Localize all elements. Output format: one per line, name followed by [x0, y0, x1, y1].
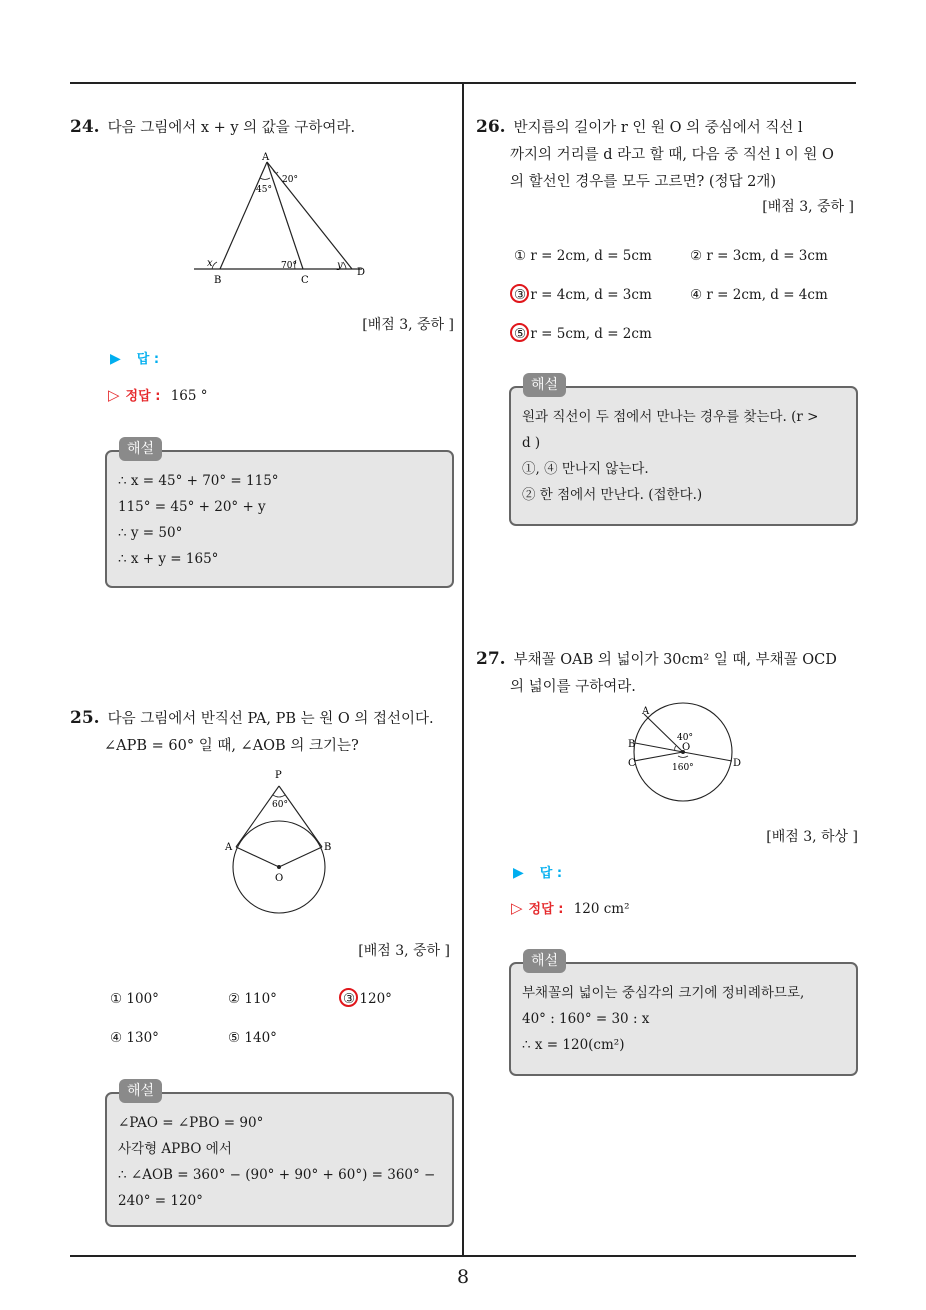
tangent-circle-figure — [220, 765, 340, 917]
question-number: 26. — [476, 117, 506, 137]
explanation-line: 사각형 APBO 에서 — [118, 1141, 232, 1157]
explanation-line: ∴ x = 120(cm²) — [522, 1037, 625, 1053]
explanation-line: ∴ x = 45° + 70° = 115° — [118, 473, 279, 489]
question-text: 까지의 거리를 d 라고 할 때, 다음 중 직선 l 이 원 O — [510, 147, 834, 163]
label-20deg: 20° — [282, 175, 298, 185]
outline-triangle-icon: ▷ — [511, 899, 523, 917]
score-meta: [배점 3, 중하 ] — [762, 199, 854, 215]
answer-row — [110, 348, 159, 367]
choice-label: ③ 120° — [343, 991, 392, 1007]
choice-2[interactable]: ② r = 3cm, d = 3cm — [690, 248, 828, 264]
question-number: 24. — [70, 117, 100, 137]
play-triangle-icon: ▶ — [513, 865, 524, 881]
label-y: y — [337, 260, 343, 271]
correct-label: 정답 : — [528, 902, 564, 917]
explanation-box — [105, 1083, 454, 1227]
explanation-tag: 해설 — [523, 949, 566, 973]
selected-circle-mark — [510, 284, 529, 303]
question-26 — [476, 114, 834, 196]
explanation-line: ∴ ∠AOB = 360° − (90° + 90° + 60°) = 360° − — [118, 1167, 436, 1183]
page-number: 8 — [456, 1266, 470, 1288]
question-text: 의 넓이를 구하여라. — [510, 679, 636, 695]
label-45deg: 45° — [256, 185, 272, 195]
label-D: D — [357, 267, 366, 278]
choice-2[interactable]: ② 110° — [228, 991, 277, 1007]
label-B: B — [628, 739, 636, 750]
column-divider — [462, 82, 464, 1257]
explanation-line: ①, ④ 만나지 않는다. — [522, 461, 649, 477]
explanation-line: d ) — [522, 435, 541, 451]
explanation-box — [509, 377, 858, 526]
correct-answer-row — [511, 898, 630, 917]
choice-1[interactable]: ① r = 2cm, d = 5cm — [514, 248, 652, 264]
question-24 — [70, 114, 355, 142]
question-number: 25. — [70, 708, 100, 728]
label-O: O — [275, 873, 284, 884]
selected-circle-mark — [510, 323, 529, 342]
explanation-line: ∠PAO = ∠PBO = 90° — [118, 1115, 264, 1131]
choice-4[interactable]: ④ 130° — [110, 1030, 159, 1046]
sector-circle-figure — [620, 702, 750, 806]
label-160deg: 160° — [672, 763, 694, 773]
choice-5[interactable] — [514, 326, 652, 342]
label-C: C — [628, 758, 636, 769]
answer-row — [513, 862, 562, 881]
label-A: A — [225, 842, 233, 853]
explanation-line: 부채꼴의 넓이는 중심각의 크기에 정비례하므로, — [522, 985, 805, 1001]
correct-answer-row — [108, 385, 208, 404]
selected-circle-mark — [339, 988, 358, 1007]
explanation-line: 원과 직선이 두 점에서 만나는 경우를 찾는다. (r > — [522, 409, 819, 425]
choice-1[interactable]: ① 100° — [110, 991, 159, 1007]
explanation-line: ∴ y = 50° — [118, 525, 183, 541]
explanation-line: 40° : 160° = 30 : x — [522, 1011, 650, 1027]
choice-label: ⑤ r = 5cm, d = 2cm — [514, 326, 652, 342]
label-x: x — [207, 258, 213, 269]
explanation-tag: 해설 — [119, 437, 162, 461]
question-text: 반지름의 길이가 r 인 원 O 의 중심에서 직선 l — [513, 120, 803, 136]
question-text: 다음 그림에서 반직선 PA, PB 는 원 O 의 접선이다. — [107, 711, 434, 727]
label-A: A — [642, 706, 650, 717]
label-C: C — [301, 275, 309, 286]
explanation-box — [105, 441, 454, 588]
label-D: D — [733, 758, 742, 769]
explanation-tag: 해설 — [523, 373, 566, 397]
explanation-box — [509, 953, 858, 1076]
question-text: ∠APB = 60° 일 때, ∠AOB 의 크기는? — [104, 738, 359, 754]
choice-3[interactable] — [343, 991, 392, 1007]
explanation-line: ∴ x + y = 165° — [118, 551, 219, 567]
question-text: 부채꼴 OAB 의 넓이가 30cm² 일 때, 부채꼴 OCD — [513, 652, 837, 668]
choice-5[interactable]: ⑤ 140° — [228, 1030, 277, 1046]
explanation-line: 115° = 45° + 20° + y — [118, 499, 266, 515]
question-text: 의 할선인 경우를 모두 고르면? (정답 2개) — [510, 174, 777, 190]
correct-value: 165 ° — [170, 388, 208, 404]
outline-triangle-icon: ▷ — [108, 386, 120, 404]
label-O: O — [682, 742, 691, 753]
explanation-line: 240° = 120° — [118, 1193, 203, 1209]
label-70deg: 70° — [281, 261, 297, 271]
correct-value: 120 cm² — [573, 901, 630, 917]
label-60deg: 60° — [272, 800, 288, 810]
bottom-rule — [70, 1255, 856, 1257]
score-meta: [배점 3, 중하 ] — [362, 317, 454, 333]
choice-4[interactable]: ④ r = 2cm, d = 4cm — [690, 287, 828, 303]
question-27 — [476, 646, 837, 701]
score-meta: [배점 3, 하상 ] — [766, 829, 858, 845]
play-triangle-icon: ▶ — [110, 351, 121, 367]
question-25 — [70, 705, 434, 760]
label-P: P — [275, 770, 282, 781]
label-40deg: 40° — [677, 733, 693, 743]
label-A: A — [262, 152, 270, 163]
label-B: B — [324, 842, 332, 853]
choice-3[interactable] — [514, 287, 652, 303]
correct-label: 정답 : — [125, 389, 161, 404]
choice-label: ③ r = 4cm, d = 3cm — [514, 287, 652, 303]
question-number: 27. — [476, 649, 506, 669]
explanation-tag: 해설 — [119, 1079, 162, 1103]
score-meta: [배점 3, 중하 ] — [358, 943, 450, 959]
answer-label: 답 : — [136, 352, 160, 367]
answer-label: 답 : — [539, 866, 563, 881]
label-B: B — [214, 275, 222, 286]
question-text: 다음 그림에서 x + y 의 값을 구하여라. — [107, 120, 356, 136]
explanation-line: ② 한 점에서 만난다. (접한다.) — [522, 487, 703, 503]
triangle-figure — [190, 150, 370, 290]
